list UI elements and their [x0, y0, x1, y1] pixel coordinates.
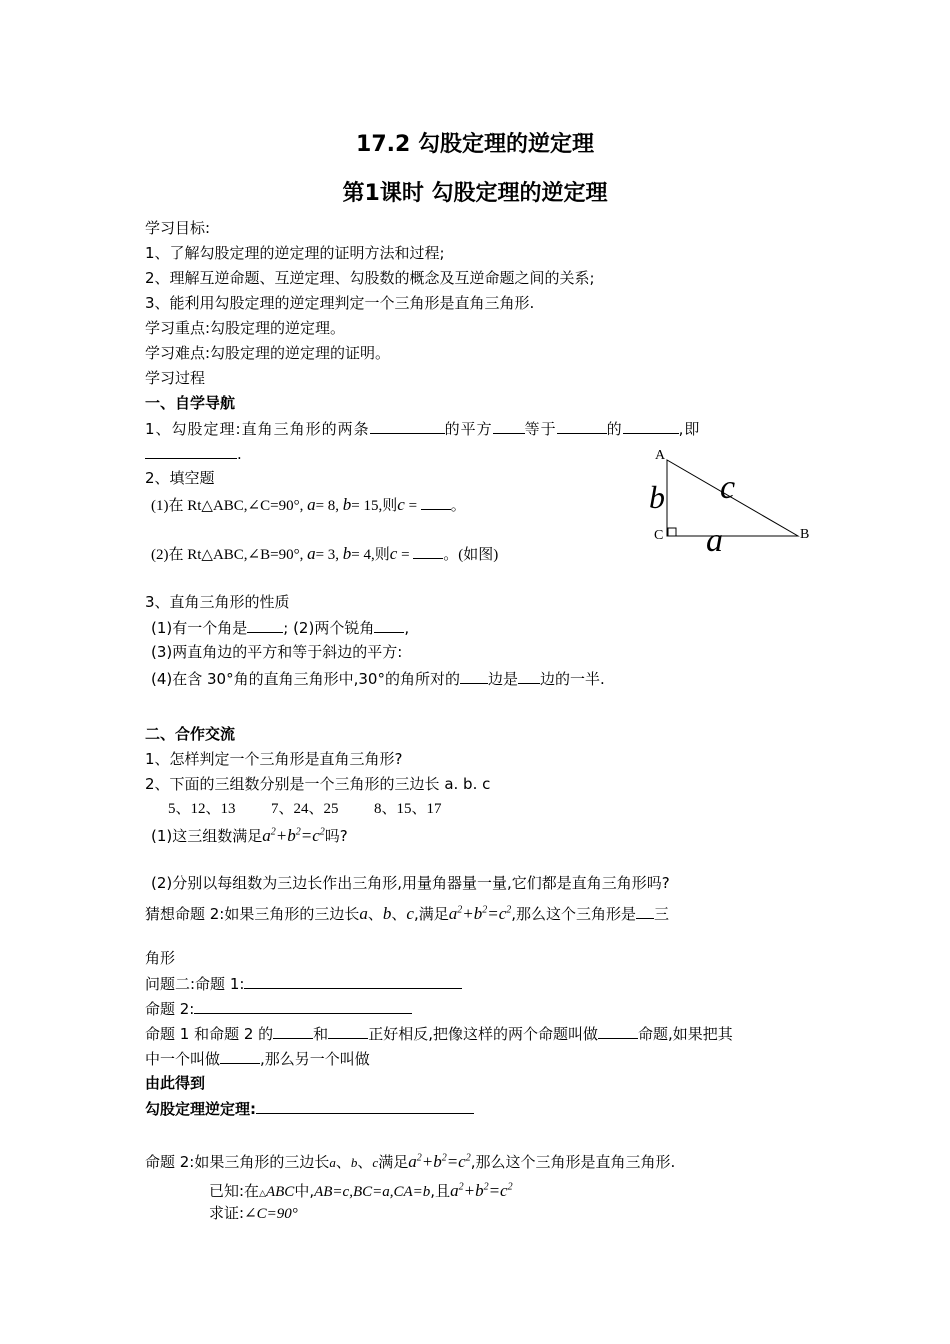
conjecture-text: 猜想命题 2:如果三角形的三边长 — [145, 905, 360, 923]
q3-1-text: (1)有一个角是 — [151, 619, 248, 637]
number-group: 7、24、25 — [271, 801, 339, 817]
q2-1-text: (1)这三组数满足 — [151, 827, 263, 845]
vertex-b-label: B — [800, 527, 810, 542]
properties-heading: 3、直角三角形的性质 — [145, 593, 290, 611]
fill-question-2 — [151, 543, 498, 565]
pythagoras-question — [145, 418, 700, 439]
pythagoras-answer-line — [145, 443, 242, 464]
inv-text-d: 命题,如果把其 — [637, 1025, 733, 1043]
prove-label: 求证: — [209, 1204, 245, 1222]
equation: $a^2+b^2=c^2$ — [262, 826, 325, 845]
blank — [145, 443, 237, 459]
var-b: b — [342, 495, 352, 514]
number-group: 5、12、13 — [168, 801, 236, 817]
process-heading: 学习过程 — [145, 369, 206, 387]
property-4 — [151, 668, 605, 689]
var-a: a — [307, 495, 316, 514]
final-text-b: 满足 — [378, 1153, 409, 1171]
property-3: (3)两直角边的平方和等于斜边的平方: — [151, 643, 403, 661]
q2-1-eq3: = — [408, 498, 418, 514]
blank — [247, 617, 283, 633]
var-b: b — [350, 1155, 358, 1170]
q1-text-b: 的平方 — [444, 420, 493, 438]
q1-text-e: ,即 — [678, 420, 701, 438]
q2-1-eq2: = 15,则 — [351, 498, 398, 514]
var-c: c — [389, 544, 398, 563]
proposition-2-statement — [145, 1152, 675, 1173]
separator: 、 — [391, 905, 407, 923]
converse-label: 勾股定理逆定理: — [145, 1100, 256, 1118]
difficulty: 学习难点:勾股定理的逆定理的证明。 — [145, 344, 391, 362]
blank — [557, 418, 607, 434]
objective-item: 2、理解互逆命题、互逆定理、勾股数的概念及互逆命题之间的关系; — [145, 269, 595, 287]
given-sides: AB=c,BC=a,CA=b — [314, 1184, 431, 1200]
inv-text-b: 和 — [313, 1025, 329, 1043]
measure-question: (2)分别以每组数为三边长作出三角形,用量角器量一量,它们都是直角三角形吗? — [151, 874, 670, 892]
blank — [194, 998, 412, 1014]
var-a: a — [359, 904, 368, 923]
inv-text-a: 命题 1 和命题 2 的 — [145, 1025, 274, 1043]
blank — [518, 668, 540, 684]
side-a-label: a — [706, 522, 723, 559]
prove-angle: ∠C=90° — [244, 1206, 298, 1222]
var-a: a — [307, 544, 316, 563]
blank — [244, 973, 462, 989]
equation: $a^2+b^2=c^2$ — [450, 1181, 513, 1200]
separator: 、 — [357, 1153, 373, 1171]
section2-heading: 二、合作交流 — [145, 725, 236, 743]
blank — [220, 1048, 260, 1064]
var-c: c — [372, 1155, 379, 1170]
hence-label: 由此得到 — [145, 1074, 206, 1092]
q2-2-text: (2)在 Rt△ABC,∠B=90°, — [151, 547, 304, 563]
right-triangle-figure — [640, 442, 820, 562]
var-a: a — [329, 1155, 336, 1170]
given-text-e: ,且 — [430, 1182, 451, 1200]
q3-4-text-b: 边是 — [487, 670, 518, 688]
blank — [623, 418, 679, 434]
conjecture-wrap: 角形 — [145, 949, 176, 967]
objective-item: 1、了解勾股定理的逆定理的证明方法和过程; — [145, 244, 445, 262]
key-point: 学习重点:勾股定理的逆定理。 — [145, 319, 346, 337]
q2-2-eq2: = 4,则 — [351, 547, 390, 563]
page-title: 17.2 勾股定理的逆定理 — [356, 132, 594, 157]
proposition-1 — [145, 973, 462, 994]
given-abc: ABC — [265, 1184, 295, 1200]
blank — [328, 1023, 368, 1039]
given-text-a: 已知:在 — [209, 1182, 260, 1200]
conjecture-text-d: 三 — [654, 905, 670, 923]
blank — [256, 1098, 474, 1114]
inv-text-e: 中一个叫做 — [145, 1050, 221, 1068]
section2-question-2: 2、下面的三组数分别是一个三角形的三边长 a. b. c — [145, 775, 491, 793]
inverse-proposition — [145, 1023, 733, 1044]
blank — [636, 903, 654, 919]
final-text-c: ,那么这个三角形是直角三角形. — [470, 1153, 676, 1171]
blank — [413, 543, 443, 559]
number-group: 8、15、17 — [374, 801, 442, 817]
q1-text-d: 的 — [606, 420, 623, 438]
q1-text-a: 1、勾股定理:直角三角形的两条 — [145, 420, 370, 438]
blank — [421, 494, 451, 510]
var-b: b — [382, 904, 392, 923]
conjecture-text-b: ,满足 — [413, 905, 449, 923]
q1-end: . — [237, 445, 242, 463]
prop1-label: 问题二:命题 1: — [145, 975, 245, 993]
q2-1-end: 吗? — [324, 827, 348, 845]
vertex-a-label: A — [655, 448, 666, 463]
side-c-label: c — [720, 469, 736, 506]
triangle-symbol: △ — [259, 1189, 266, 1199]
section1-heading: 一、自学导航 — [145, 394, 236, 412]
q2-2-end: 。(如图) — [443, 547, 499, 563]
blank — [493, 418, 525, 434]
check-equation-question — [151, 826, 348, 846]
equation: $a^2+b^2=c^2$ — [448, 904, 512, 923]
separator: 、 — [335, 1153, 351, 1171]
section2-question-1: 1、怎样判定一个三角形是直角三角形? — [145, 750, 403, 768]
number-groups — [168, 799, 442, 819]
q2-1-text: (1)在 Rt△ABC,∠C=90°, — [151, 498, 304, 514]
var-c: c — [397, 495, 405, 514]
q3-2-text: ; (2)两个锐角 — [283, 619, 375, 637]
converse-theorem — [145, 1098, 474, 1119]
conjecture-text-c: ,那么这个三角形是 — [511, 905, 637, 923]
var-c: c — [406, 904, 414, 923]
q2-1-end: 。 — [450, 498, 466, 514]
separator: 、 — [367, 905, 383, 923]
q3-4-text: (4)在含 30°角的直角三角形中,30°的角所对的 — [151, 670, 460, 688]
blank — [598, 1023, 638, 1039]
property-1-2 — [151, 617, 409, 638]
proposition-2 — [145, 998, 412, 1019]
q2-2-eq1: = 3, — [315, 547, 340, 563]
blank — [273, 1023, 313, 1039]
q1-text-c: 等于 — [524, 420, 557, 438]
prop2-label: 命题 2: — [145, 1000, 195, 1018]
side-b-label: b — [649, 479, 665, 515]
blank — [374, 617, 404, 633]
objectives-heading: 学习目标: — [145, 219, 211, 237]
page-subtitle: 第1课时 勾股定理的逆定理 — [342, 181, 608, 206]
final-text-a: 命题 2:如果三角形的三边长 — [145, 1153, 330, 1171]
blank — [460, 668, 488, 684]
q2-1-eq1: = 8, — [315, 498, 340, 514]
inv-text-f: ,那么另一个叫做 — [260, 1050, 370, 1068]
fill-question-1 — [151, 494, 466, 516]
q3-2-end: , — [404, 619, 410, 637]
var-b: b — [342, 544, 352, 563]
conjecture — [145, 903, 669, 924]
q2-2-eq3: = — [401, 547, 410, 563]
prove-statement — [209, 1203, 298, 1224]
fill-blank-heading: 2、填空题 — [145, 469, 215, 487]
given-text-c: 中, — [294, 1182, 315, 1200]
equation: $a^2+b^2=c^2$ — [408, 1152, 471, 1171]
blank — [370, 418, 445, 434]
given-statement — [209, 1181, 513, 1204]
q3-4-text-c: 边的一半. — [539, 670, 605, 688]
inverse-proposition-wrap — [145, 1048, 370, 1069]
right-angle-mark — [668, 528, 676, 536]
vertex-c-label: C — [654, 528, 664, 543]
inv-text-c: 正好相反,把像这样的两个命题叫做 — [368, 1025, 598, 1043]
objective-item: 3、能利用勾股定理的逆定理判定一个三角形是直角三角形. — [145, 294, 535, 312]
